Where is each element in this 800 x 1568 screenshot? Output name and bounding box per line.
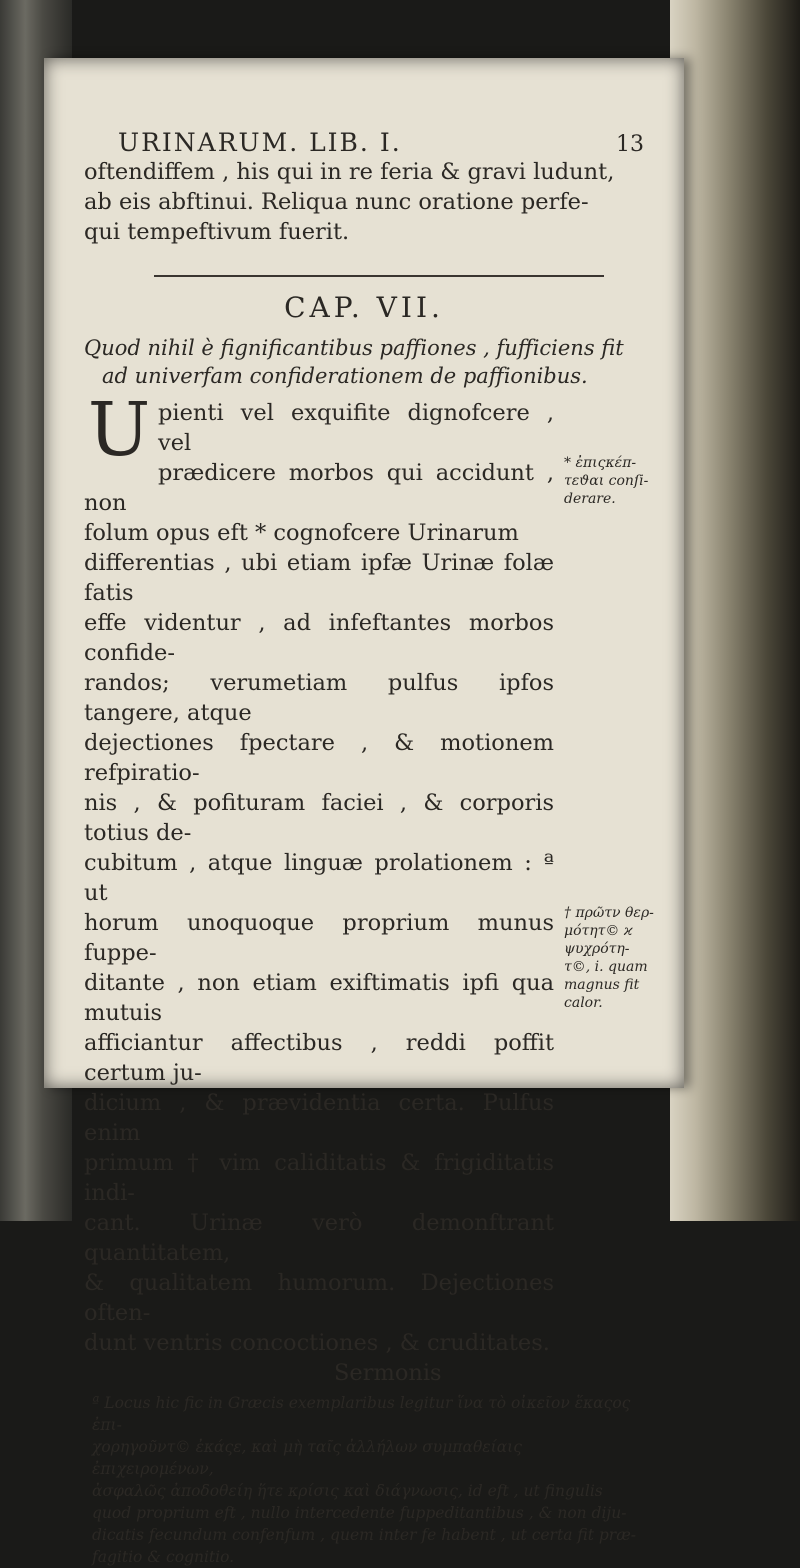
margin-note-2: † πρῶτν θερ- μότητ© ϰ ψυχρότη- τ©, i. quam magnus fit calor.: [564, 905, 654, 1011]
chapter-summary: [84, 334, 644, 390]
chapter-title: CAP. VII.: [284, 291, 444, 324]
page-edges: [670, 0, 800, 1221]
main-line-6: randos; verumetiam pulfus ipfos tangere, atque: [84, 670, 554, 726]
main-line-13: dicium , & prævidentia certa. Pulfus enim: [84, 1090, 554, 1146]
main-line-11: ditante , non etiam exiftimatis ipfi qua mutuis: [84, 970, 554, 1026]
footnote-line-5: dicatis fecundum confenfum , quem inter fe habent , ut certa fit præ-: [92, 1526, 636, 1544]
drop-cap: U: [87, 387, 151, 473]
main-line-4: differentias , ubi etiam ipfæ Urinæ folæ fatis: [84, 550, 554, 606]
main-line-15: cant. Urinæ verò demonftrant quantitatem,: [84, 1210, 554, 1266]
main-line-8: nis , & pofituram faciei , & corporis totius de-: [84, 790, 554, 846]
footnote-line-2: χορηγοῦντ© ἐκάςε, καὶ μὴ ταῖς ἀλλήλων συμπαθείαις ἐπιχειρομένων,: [92, 1438, 522, 1478]
main-line-5: effe videntur , ad infeftantes morbos confide-: [84, 610, 554, 666]
main-last-word: Sermonis: [334, 1360, 442, 1386]
main-line-14: primum † vim caliditatis & frigiditatis indi-: [84, 1150, 554, 1206]
footnote-line-4: quod proprium eft , nullo intercedente fuppeditantibus , & non diju-: [92, 1504, 627, 1522]
footnote-line-6: fagitio & cognitio.: [92, 1548, 235, 1566]
main-line-3: folum opus eft * cognofcere Urinarum: [84, 520, 519, 546]
main-line-2: prædicere morbos qui accidunt , non: [84, 460, 554, 516]
opening-line-2: ab eis abftinui. Reliqua nunc oratione perfe-: [84, 189, 589, 215]
opening-line-3: qui tempeftivum fuerit.: [84, 219, 350, 245]
main-text-block: [84, 387, 654, 1388]
running-header: [84, 128, 644, 157]
main-line-17: dunt ventris concoctiones , & cruditates.: [84, 1330, 550, 1356]
main-line-7: dejectiones fpectare , & motionem refpiratio-: [84, 730, 554, 786]
chapter-summary-line-1: Quod nihil è fignificantibus paffiones , fufficiens fit: [84, 336, 624, 360]
opening-line-1: oftendiffem , his qui in re feria & gravi ludunt,: [84, 159, 615, 185]
book-page: [44, 58, 684, 1566]
chapter-summary-line-2: ad univerfam confiderationem de paffionibus.: [102, 364, 588, 388]
margin-note-1: * ἐπιςκέπ- τεϑαι conſi- derare.: [564, 455, 649, 507]
footnote-line-1: ª Locus hic fic in Græcis exemplaribus legitur ἵνα τὸ οἰκεῖον ἕκαςος ἐπι-: [92, 1394, 631, 1434]
running-title: URINARUM. LIB. I.: [118, 128, 402, 157]
section-rule: [154, 275, 604, 277]
main-line-1: pienti vel exquifite dignofcere , vel: [158, 400, 554, 456]
main-line-10: horum unoquoque proprium munus fuppe-: [84, 910, 554, 966]
footnote-line-3: ἀσφαλῶς ἀποδοθείη ἥτε κρίσις καὶ διάγνωσις, id eft , ut fingulis: [92, 1482, 603, 1500]
page-number: 13: [616, 132, 644, 157]
main-line-9: cubitum , atque linguæ prolationem : ª ut: [84, 850, 554, 906]
main-line-12: afficiantur affectibus , reddi poffit certum ju-: [84, 1030, 554, 1086]
page-content: [84, 128, 654, 1568]
main-line-16: & qualitatem humorum. Dejectiones often-: [84, 1270, 554, 1326]
